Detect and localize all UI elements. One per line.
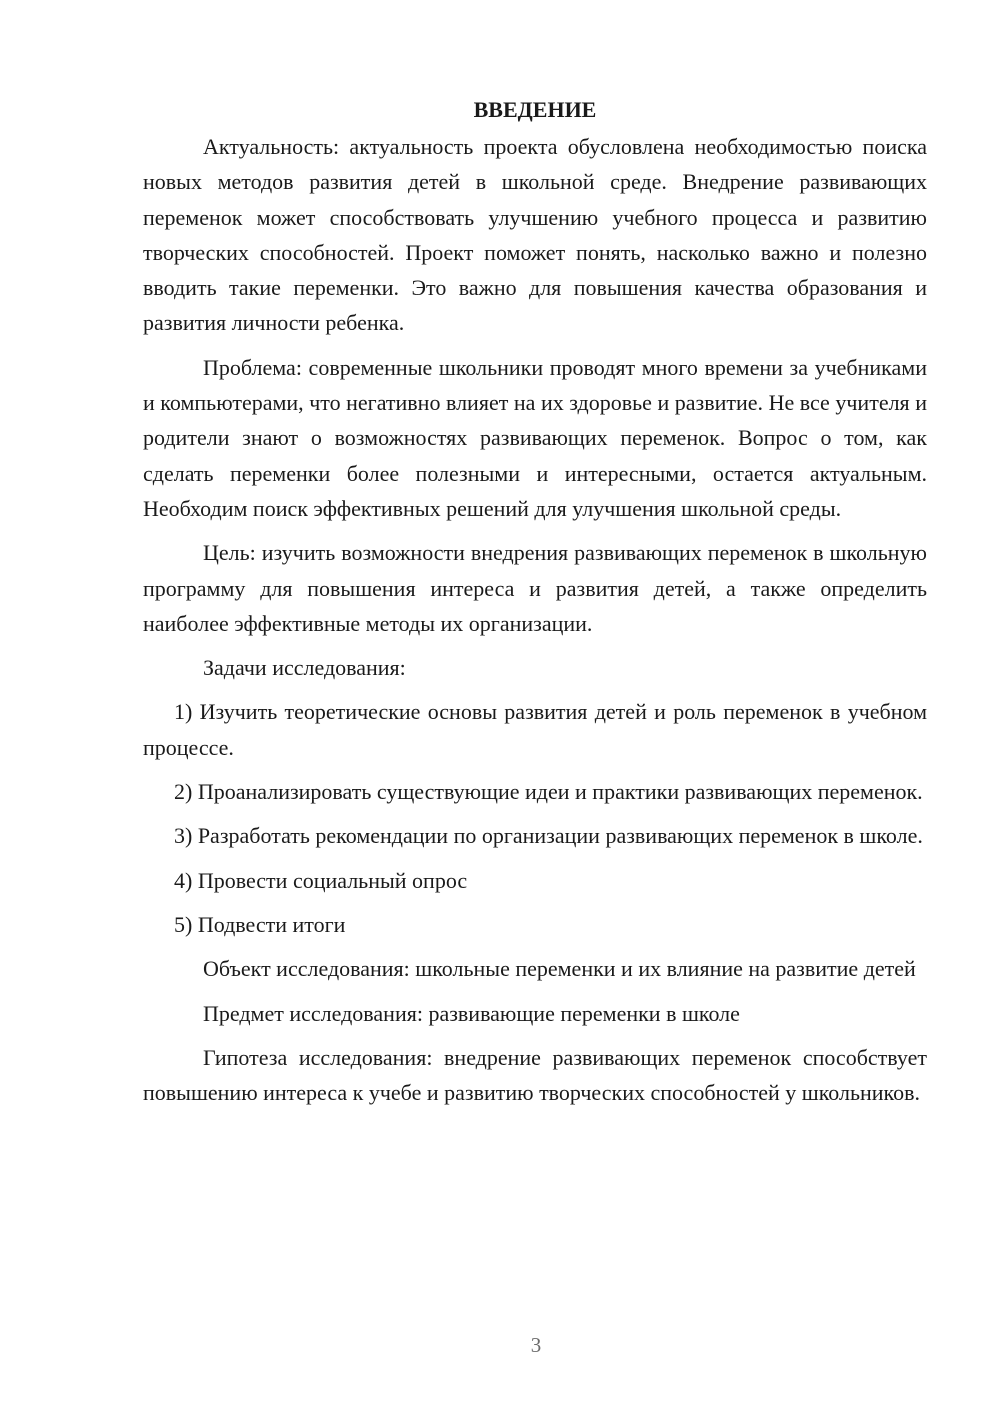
task-item-5: 5) Подвести итоги — [174, 911, 346, 937]
tasks-heading: Задачи исследования: — [203, 655, 406, 681]
section-title: ВВЕДЕНИЕ — [473, 97, 597, 122]
research-object-paragraph: Объект исследования: школьные переменки и их влияние на развитие детей — [203, 956, 916, 982]
page-content — [143, 94, 927, 1119]
task-item-1: 1) Изучить теоретические основы развития детей и роль переменок в учебном процессе. — [143, 699, 927, 760]
hypothesis-paragraph: Гипотеза исследования: внедрение развивающих переменок способствует повышению интереса к учебе и развитию творческих способностей у школьников. — [143, 1044, 927, 1106]
task-item-4: 4) Провести социальный опрос — [174, 867, 468, 893]
problem-paragraph: Проблема: современные школьники проводят много времени за учебниками и компьютерами, что негативно влияет на их здоровье и развитие. Не все учителя и родители знают о возможностях развивающих переменок. Вопрос о том, как сделать переменки более полезными и интересными, остается актуальным. Необходим поиск эффективных решений для улучшения школьной среды. — [143, 354, 927, 521]
page-number: 3 — [530, 1333, 542, 1357]
research-subject-paragraph: Предмет исследования: развивающие переменки в школе — [203, 1000, 740, 1026]
task-item-3: 3) Разработать рекомендации по организации развивающих переменок в школе. — [174, 823, 923, 849]
relevance-paragraph: Актуальность: актуальность проекта обусловлена необходимостью поиска новых методов развития детей в школьной среде. Внедрение развивающих переменок может способствовать улучшению учебного процесса и развитию творческих способностей. Проект поможет понять, насколько важно и полезно вводить такие переменки. Это важно для повышения качества образования и развития личности ребенка. — [143, 134, 927, 336]
task-item-2: 2) Проанализировать существующие идеи и практики развивающих переменок. — [174, 779, 923, 805]
goal-paragraph: Цель: изучить возможности внедрения развивающих переменок в школьную программу для повышения интереса и развития детей, а также определить наиболее эффективные методы их организации. — [143, 540, 927, 636]
